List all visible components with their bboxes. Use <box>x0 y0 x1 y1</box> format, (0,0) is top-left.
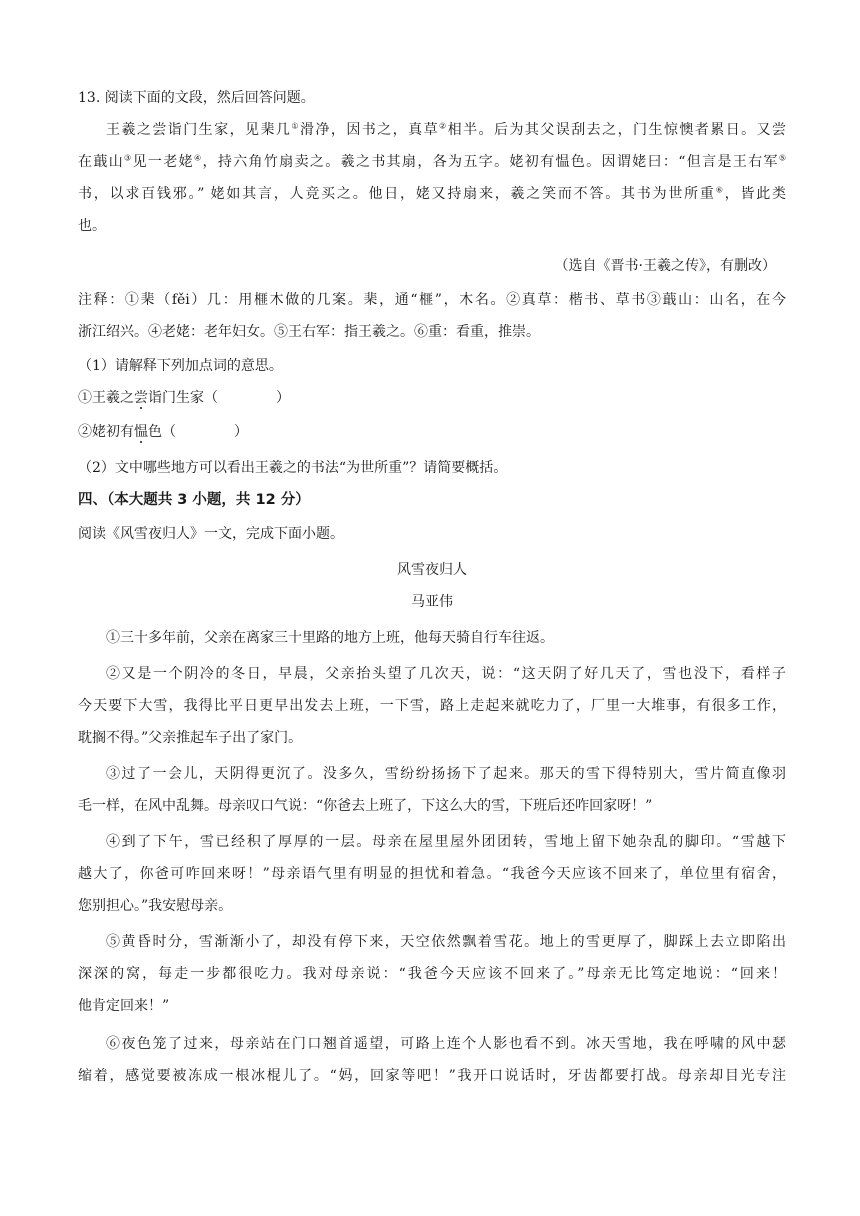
text-run: ，皆此类 <box>724 186 787 202</box>
text-run: 相半。后为其父误刮去之，门生惊懊者累日。又尝 <box>447 122 787 138</box>
text-run: 色（ <box>148 424 176 440</box>
text-run: 滑净，因书之，真草 <box>300 122 440 138</box>
footnote-marker: ④ <box>193 153 203 163</box>
source-citation: （选自《晋书·王羲之传》，有删改） <box>554 258 776 274</box>
article-author: 马亚伟 <box>411 594 453 610</box>
item-1 <box>78 388 290 408</box>
paragraph-5-line: 深深的窝，每走一步都很吃力。我对母亲说：“我爸今天应该不回来了。”母亲无比笃定地说：“回来！ <box>78 966 786 982</box>
article-title: 风雪夜归人 <box>397 562 467 578</box>
paragraph-5-line: ⑤黄昏时分，雪渐渐小了，却没有停下来，天空依然飘着雪花。地上的雪更厚了，脚踩上去立即陷出 <box>106 934 786 950</box>
passage-line: 也。 <box>78 218 106 234</box>
text-run: ） <box>234 424 248 440</box>
passage-line <box>78 152 786 172</box>
footnote-marker: ① <box>291 121 300 131</box>
section-heading: 四、（本大题共 3 小题，共 12 分） <box>78 492 310 508</box>
paragraph-2-line: ②又是一个阴冷的冬日，早晨，父亲抬头望了几次天，说：“这天阴了好几天了，雪也没下，看样子 <box>106 666 786 682</box>
text-run: 王羲之尝诣门生家，见棐几 <box>106 122 292 138</box>
text-run: ②姥初有 <box>78 424 134 440</box>
question-13-title: 13. 阅读下面的文段，然后回答问题。 <box>78 90 315 106</box>
text-run: ） <box>276 390 290 406</box>
text-run: 在蕺山 <box>78 154 125 170</box>
text-run: 见一老姥 <box>132 154 194 170</box>
paragraph-2-line: 今天要下大雪，我得比平日更早出发去上班，一下雪，路上走起来就吃力了，厂里一大堆事，有很多工作， <box>78 698 786 714</box>
footnote-marker: ③ <box>124 153 133 163</box>
paragraph-4-line: 越大了，你爸可咋回来呀！”母亲语气里有明显的担忧和着急。“我爸今天应该不回来了，单位里有宿舍， <box>78 866 786 882</box>
paragraph-6-line: ⑥夜色笼了过来，母亲站在门口翘首遥望，可路上连个人影也看不到。冰天雪地，我在呼啸的风中瑟 <box>106 1036 786 1052</box>
paragraph-4-line: ④到了下午，雪已经积了厚厚的一层。母亲在屋里屋外团团转，雪地上留下她杂乱的脚印。“雪越下 <box>106 834 786 850</box>
passage-line <box>78 184 786 204</box>
paragraph-2-line: 耽搁不得。”父亲推起车子出了家门。 <box>78 730 303 746</box>
text-run: 书，以求百钱邪。” 姥如其言，人竞买之。他日，姥又持扇来，羲之笑而不答。其书为世所重 <box>78 186 716 202</box>
footnote-marker: ⑥ <box>715 185 725 195</box>
notes-line: 浙江绍兴。④老姥：老年妇女。⑤王右军：指王羲之。⑥重：看重，推崇。 <box>78 324 540 340</box>
paragraph-5-line: 他肯定回来！” <box>78 998 170 1014</box>
paragraph-6-line: 缩着，感觉要被冻成一根冰棍儿了。“妈，回家等吧！”我开口说话时，牙齿都要打战。母亲却目光专注 <box>78 1068 786 1084</box>
subquestion-1: （1）请解释下列加点词的意思。 <box>78 358 283 374</box>
paragraph-1: ①三十多年前，父亲在离家三十里路的地方上班，他每天骑自行车往返。 <box>106 630 554 646</box>
subquestion-2: （2）文中哪些地方可以看出王羲之的书法“为世所重”？请简要概括。 <box>78 460 508 476</box>
paragraph-4-line: 您别担心。”我安慰母亲。 <box>78 898 233 914</box>
paragraph-3-line: 毛一样，在风中乱舞。母亲叹口气说：“你爸去上班了，下这么大的雪，下班后还咋回家呀！” <box>78 798 653 814</box>
paragraph-3-line: ③过了一会儿，天阴得更沉了。没多久，雪纷纷扬扬下了起来。那天的雪下得特别大，雪片简直像羽 <box>106 766 786 782</box>
item-2 <box>78 422 248 442</box>
text-run: 诣门生家（ <box>148 390 218 406</box>
footnote-marker: ⑤ <box>778 153 787 163</box>
footnote-marker: ② <box>439 121 448 131</box>
text-run: ①王羲之 <box>78 390 134 406</box>
notes-line: 注释：①棐（fěi）几：用榧木做的几案。棐，通“榧”，木名。②真草：楷书、草书③蕺山：山名，在今 <box>78 292 786 308</box>
dotted-word: 尝 <box>134 390 148 406</box>
text-run: ，持六角竹扇卖之。羲之书其扇，各为五字。姥初有愠色。因谓姥曰：“但言是王右军 <box>202 154 779 170</box>
passage-line <box>106 120 786 140</box>
reading-intro: 阅读《风雪夜归人》一文，完成下面小题。 <box>78 526 344 542</box>
dotted-word: 愠 <box>134 424 148 440</box>
